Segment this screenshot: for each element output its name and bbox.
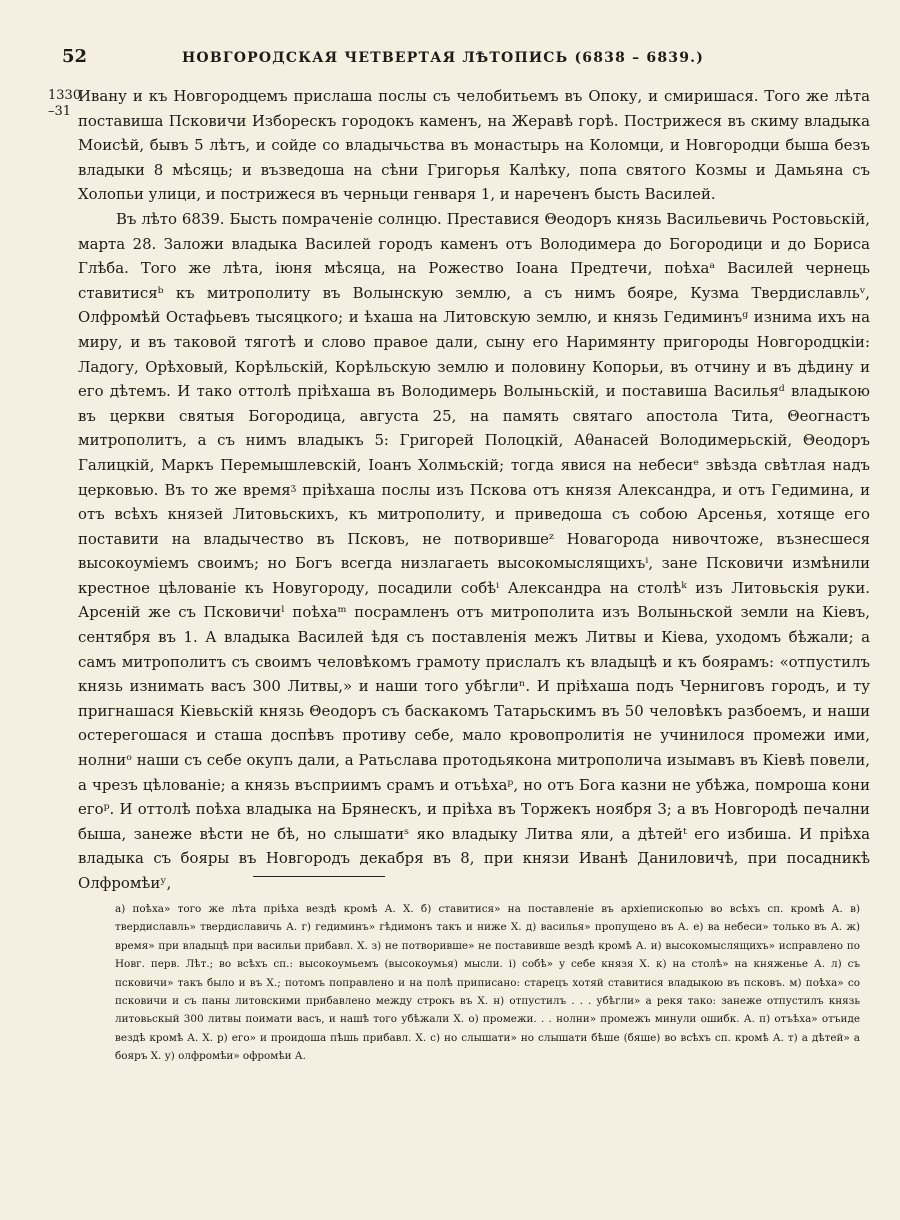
running-head: НОВГОРОДСКАЯ ЧЕТВЕРТАЯ ЛѢТОПИСЬ (6838 – 6839.) (182, 50, 705, 66)
page-number: 52 (62, 46, 88, 67)
margin-year: 1330 (48, 88, 82, 103)
page-header (62, 46, 836, 76)
paragraph: Въ лѣто 6839. Бысть помраченiе солнцю. Преставися Θеодоръ князь Васильевичь Ростовьскiй, марта 28. Заложи владыка Василей городъ каменъ отъ Володимера до Богородици и до Бориса Глѣба. Того же лѣта, iюня мѣсяца, на Рожество Iоана Предтечи, поѣхаᵃ Василей чернець ставитисяᵇ къ митрополиту въ Волынскую землю, а съ нимъ бояре, Кузма Твердиславльᵛ, Олфромѣй Остафьевъ тысяцкого; и ѣхаша на Литовскую землю, и князь Гедиминъᵍ изнима ихъ на миру, и въ таковой тяготѣ и слово правое дали, сыну его Наримянту пригороды Новгородцкiи: Ладогу, Орѣховый, Корѣльскiй, Корѣльскую землю и половину Копорьи, въ отчину и въ дѣдину и его дѣтемъ. И тако оттолѣ прiѣхаша въ Володимерь Волыньскiй, и поставиша Васильяᵈ владыкою въ церкви святыя Богородица, августа 25, на память святаго апостола Тита, Θеогнастъ митрополитъ, а съ нимъ владыкъ 5: Григорей Полоцкiй, Аθанасей Володимерьскiй, Θеодоръ Галицкiй, Маркъ Перемышлевскiй, Iоанъ Холмьскiй; тогда явися на небесиᵉ звѣзда свѣтлая надъ церковью. Въ то же времяᶾ прiѣхаша послы изъ Пскова отъ князя Александра, и отъ Гедимина, и отъ всѣхъ князей Литовьскихъ, къ митрополиту, и приведоша съ собою Арсенья, хотяще его поставити на владычество въ Псковъ, не потворившеᶻ Новагорода нивочтоже, възнесшеся высокоумiемъ своимъ; но Богъ всегда низлагаеть высокомыслящихъⁱ, зане Псковичи измѣнили крестное цѣлованiе къ Новугороду, посадили собѣⁱ Александра на столѣᵏ изъ Литовьскiя руки. Арсенiй же съ Псковичиˡ поѣхаᵐ посрамленъ отъ митрополита изъ Волыньской земли на Кiевъ, сентября въ 1. А владыка Василей ѣдя съ поставленiя межъ Литвы и Кiева, уходомъ бѣжали; а самъ митрополитъ съ своимъ человѣкомъ грамоту прислалъ къ владыцѣ и къ боярамъ: «отпустилъ князь изнимать васъ 300 Литвы,» и наши того убѣглиⁿ. И прiѣхаша подъ Черниговъ городъ, и ту пригнашася Кiевьскiй князь Θеодоръ съ баскакомъ Татарьскимъ въ 50 человѣкъ разбоемъ, и наши остерегошася и сташа доспѣвъ противу себе, мало кровопролитiя не учинилося промежи ими, нолниᵒ наши съ себе окупъ дали, а Ратьслава протодьякона митрополича изымавъ въ Кiевѣ повели, а чрезъ цѣлованiе; а князь въсприимъ срамъ и отъѣхаᵖ, но отъ Бога казни не убѣжа, помроша кони егоᵖ. И оттолѣ поѣха владыка на Брянескъ, и прiѣха въ Торжекъ ноября 3; а въ Новгородѣ печални быша, занеже вѣсти не бѣ, но слышатиˢ яко владыку Литва яли, а дѣтейᵗ его избиша. И прiѣха владыка съ бояры въ Новгородъ декабря въ 8, при князи Иванѣ Даниловичѣ, при посадникѣ Олфромѣиʸ, (78, 209, 870, 892)
paragraph: Ивану и къ Новгородцемъ прислаша послы съ челобитьемъ въ Опоку, и смиришася. Того же лѣта поставиша Псковичи Изборескъ городокъ каменъ, на Жеравѣ горѣ. Пострижеся въ скиму владыка Моисѣй, бывъ 5 лѣтъ, и сойде со владычьства въ монастырь на Коломци, и Новгородци быша безъ владыки 8 мѣсяць; и възведоша на сѣни Григорья Калѣку, попа святого Козмы и Дамьяна съ Холопьи улици, и пострижеся въ черньци генваря 1, и нареченъ бысть Василей. (78, 87, 870, 204)
main-text (48, 84, 870, 896)
margin-year-continuation: –31 (48, 104, 72, 119)
footnote-rule (253, 876, 385, 877)
body-text (78, 84, 870, 896)
footnotes: а) поѣха» того же лѣта прiѣха вездѣ кромѣ А. Х. б) ставитися» на поставленiе въ архiепископью во всѣхъ сп. кромѣ А. в) твердиславль» твердиславичь А. г) гедиминъ» гѣдимонъ такъ и ниже Х. д) василья» пропущено въ А. е) ва небеси» только въ А. ж) время» при владыцѣ при васильи прибавл. Х. з) не потворивше» не поставивше вездѣ кромѣ А. и) высокомыслящихъ» исправлено по Новг. перв. Лѣт.; во всѣхъ сп.: высокоумьемъ (высокоумья) мысли. i) собѣ» у себе князя Х. к) на столѣ» на княженье А. л) съ псковичи» такъ было и въ Х.; потомъ поправлено и на полѣ приписано: старецъ хотяй ставитися владыкою въ псковъ. м) поѣха» со псковичи и съ паны литовскими прибавлено между строкъ въ Х. н) отпустилъ . . . убѣгли» а рекя тако: занеже отпустилъ князь литовьскый 300 литвы поимати васъ, и нашѣ того убѣжали Х. о) промежи. . . нолни» промежъ минули ошибк. А. п) отъѣха» отъиде вездѣ кромѣ А. Х. р) его» и проидоша пѣшь прибавл. Х. с) но слышати» но слышати бѣше (бяше) во всѣхъ сп. кромѣ А. т) а дѣтей» а бояръ Х. у) олфромѣи» офромѣи А. (115, 903, 860, 1063)
